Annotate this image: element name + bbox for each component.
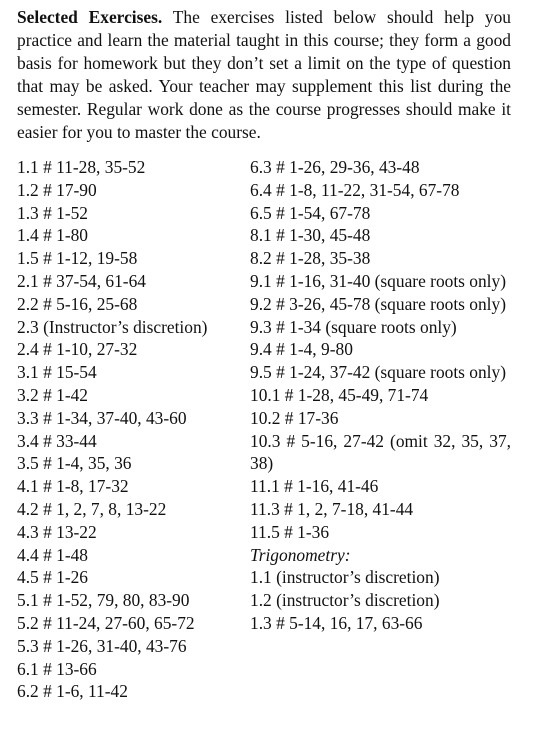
right-exercise-list <box>250 156 511 635</box>
exercise-item: 1.4 # 1-80 <box>17 225 89 246</box>
exercise-item: 1.1 # 11-28, 35-52 <box>17 157 146 177</box>
exercise-item: 5.3 # 1-26, 31-40, 43-76 <box>17 635 187 656</box>
exercise-item: 11.5 # 1-36 <box>250 521 330 542</box>
exercise-item: 4.1 # 1-8, 17-32 <box>17 476 129 497</box>
exercise-item: 3.5 # 1-4, 35, 36 <box>17 453 132 474</box>
exercise-item: 3.3 # 1-34, 37-40, 43-60 <box>17 407 187 428</box>
exercise-sheet <box>17 6 511 702</box>
exercise-item: 1.2 # 17-90 <box>17 179 97 200</box>
exercise-item: 8.1 # 1-30, 45-48 <box>250 225 371 246</box>
intro-lead: Selected Exercises. <box>17 7 163 27</box>
exercise-item: 4.3 # 13-22 <box>17 521 97 542</box>
exercise-item: 2.2 # 5-16, 25-68 <box>17 293 138 314</box>
exercise-item: 3.4 # 33-44 <box>17 430 97 451</box>
left-exercise-list <box>17 156 245 703</box>
exercise-item: 4.4 # 1-48 <box>17 544 89 565</box>
exercise-item: 9.3 # 1-34 (square roots only) <box>250 316 457 337</box>
exercise-item: 2.4 # 1-10, 27-32 <box>17 339 138 360</box>
exercise-item: 1.2 (instructor’s discretion) <box>250 590 440 611</box>
exercise-item: 1.1 (instructor’s discretion) <box>250 567 440 588</box>
exercise-item: 1.5 # 1-12, 19-58 <box>17 248 138 269</box>
exercise-item: 11.1 # 1-16, 41-46 <box>250 476 379 497</box>
trigonometry-heading: Trigonometry: <box>250 544 351 565</box>
exercise-item: 6.1 # 13-66 <box>17 658 97 679</box>
exercise-item: 4.2 # 1, 2, 7, 8, 13-22 <box>17 498 167 519</box>
exercise-item: 6.4 # 1-8, 11-22, 31-54, 67-78 <box>250 179 460 200</box>
exercise-item: 5.1 # 1-52, 79, 80, 83-90 <box>17 590 190 611</box>
exercise-item: 9.2 # 3-26, 45-78 (square roots only) <box>250 293 506 314</box>
exercise-item: 6.3 # 1-26, 29-36, 43-48 <box>250 157 420 177</box>
exercise-item: 10.1 # 1-28, 45-49, 71-74 <box>250 384 429 405</box>
exercise-item: 2.3 (Instructor’s discretion) <box>17 316 208 337</box>
exercise-item: 11.3 # 1, 2, 7-18, 41-44 <box>250 498 414 519</box>
exercise-item: 9.5 # 1-24, 37-42 (square roots only) <box>250 362 506 383</box>
exercise-item: 9.4 # 1-4, 9-80 <box>250 339 353 360</box>
intro-body: The exercises listed below should help you practice and learn the material taught in this course; they form a good basis for homework but they don’t set a limit on the type of question that may be asked. Your teacher may supplement this list during the semester. Regular work done as the course progresses should make it easier for you to master the course. <box>17 7 511 142</box>
exercise-item: 8.2 # 1-28, 35-38 <box>250 248 371 269</box>
exercise-item: 2.1 # 37-54, 61-64 <box>17 270 146 291</box>
exercise-item: 5.2 # 11-24, 27-60, 65-72 <box>17 612 195 633</box>
exercise-item: 1.3 # 5-14, 16, 17, 63-66 <box>250 612 423 633</box>
exercise-item: 9.1 # 1-16, 31-40 (square roots only) <box>250 270 506 291</box>
exercise-item: 4.5 # 1-26 <box>17 567 89 588</box>
exercise-item: 6.5 # 1-54, 67-78 <box>250 202 371 223</box>
exercise-item: 10.3 # 5-16, 27-42 (omit 32, 35, 37, 38) <box>250 430 511 474</box>
exercise-item: 1.3 # 1-52 <box>17 202 89 223</box>
intro-paragraph <box>17 6 511 144</box>
exercise-item: 10.2 # 17-36 <box>250 407 339 428</box>
exercise-item: 3.1 # 15-54 <box>17 362 97 383</box>
exercise-item: 3.2 # 1-42 <box>17 384 89 405</box>
exercise-item: 6.2 # 1-6, 11-42 <box>17 681 128 702</box>
